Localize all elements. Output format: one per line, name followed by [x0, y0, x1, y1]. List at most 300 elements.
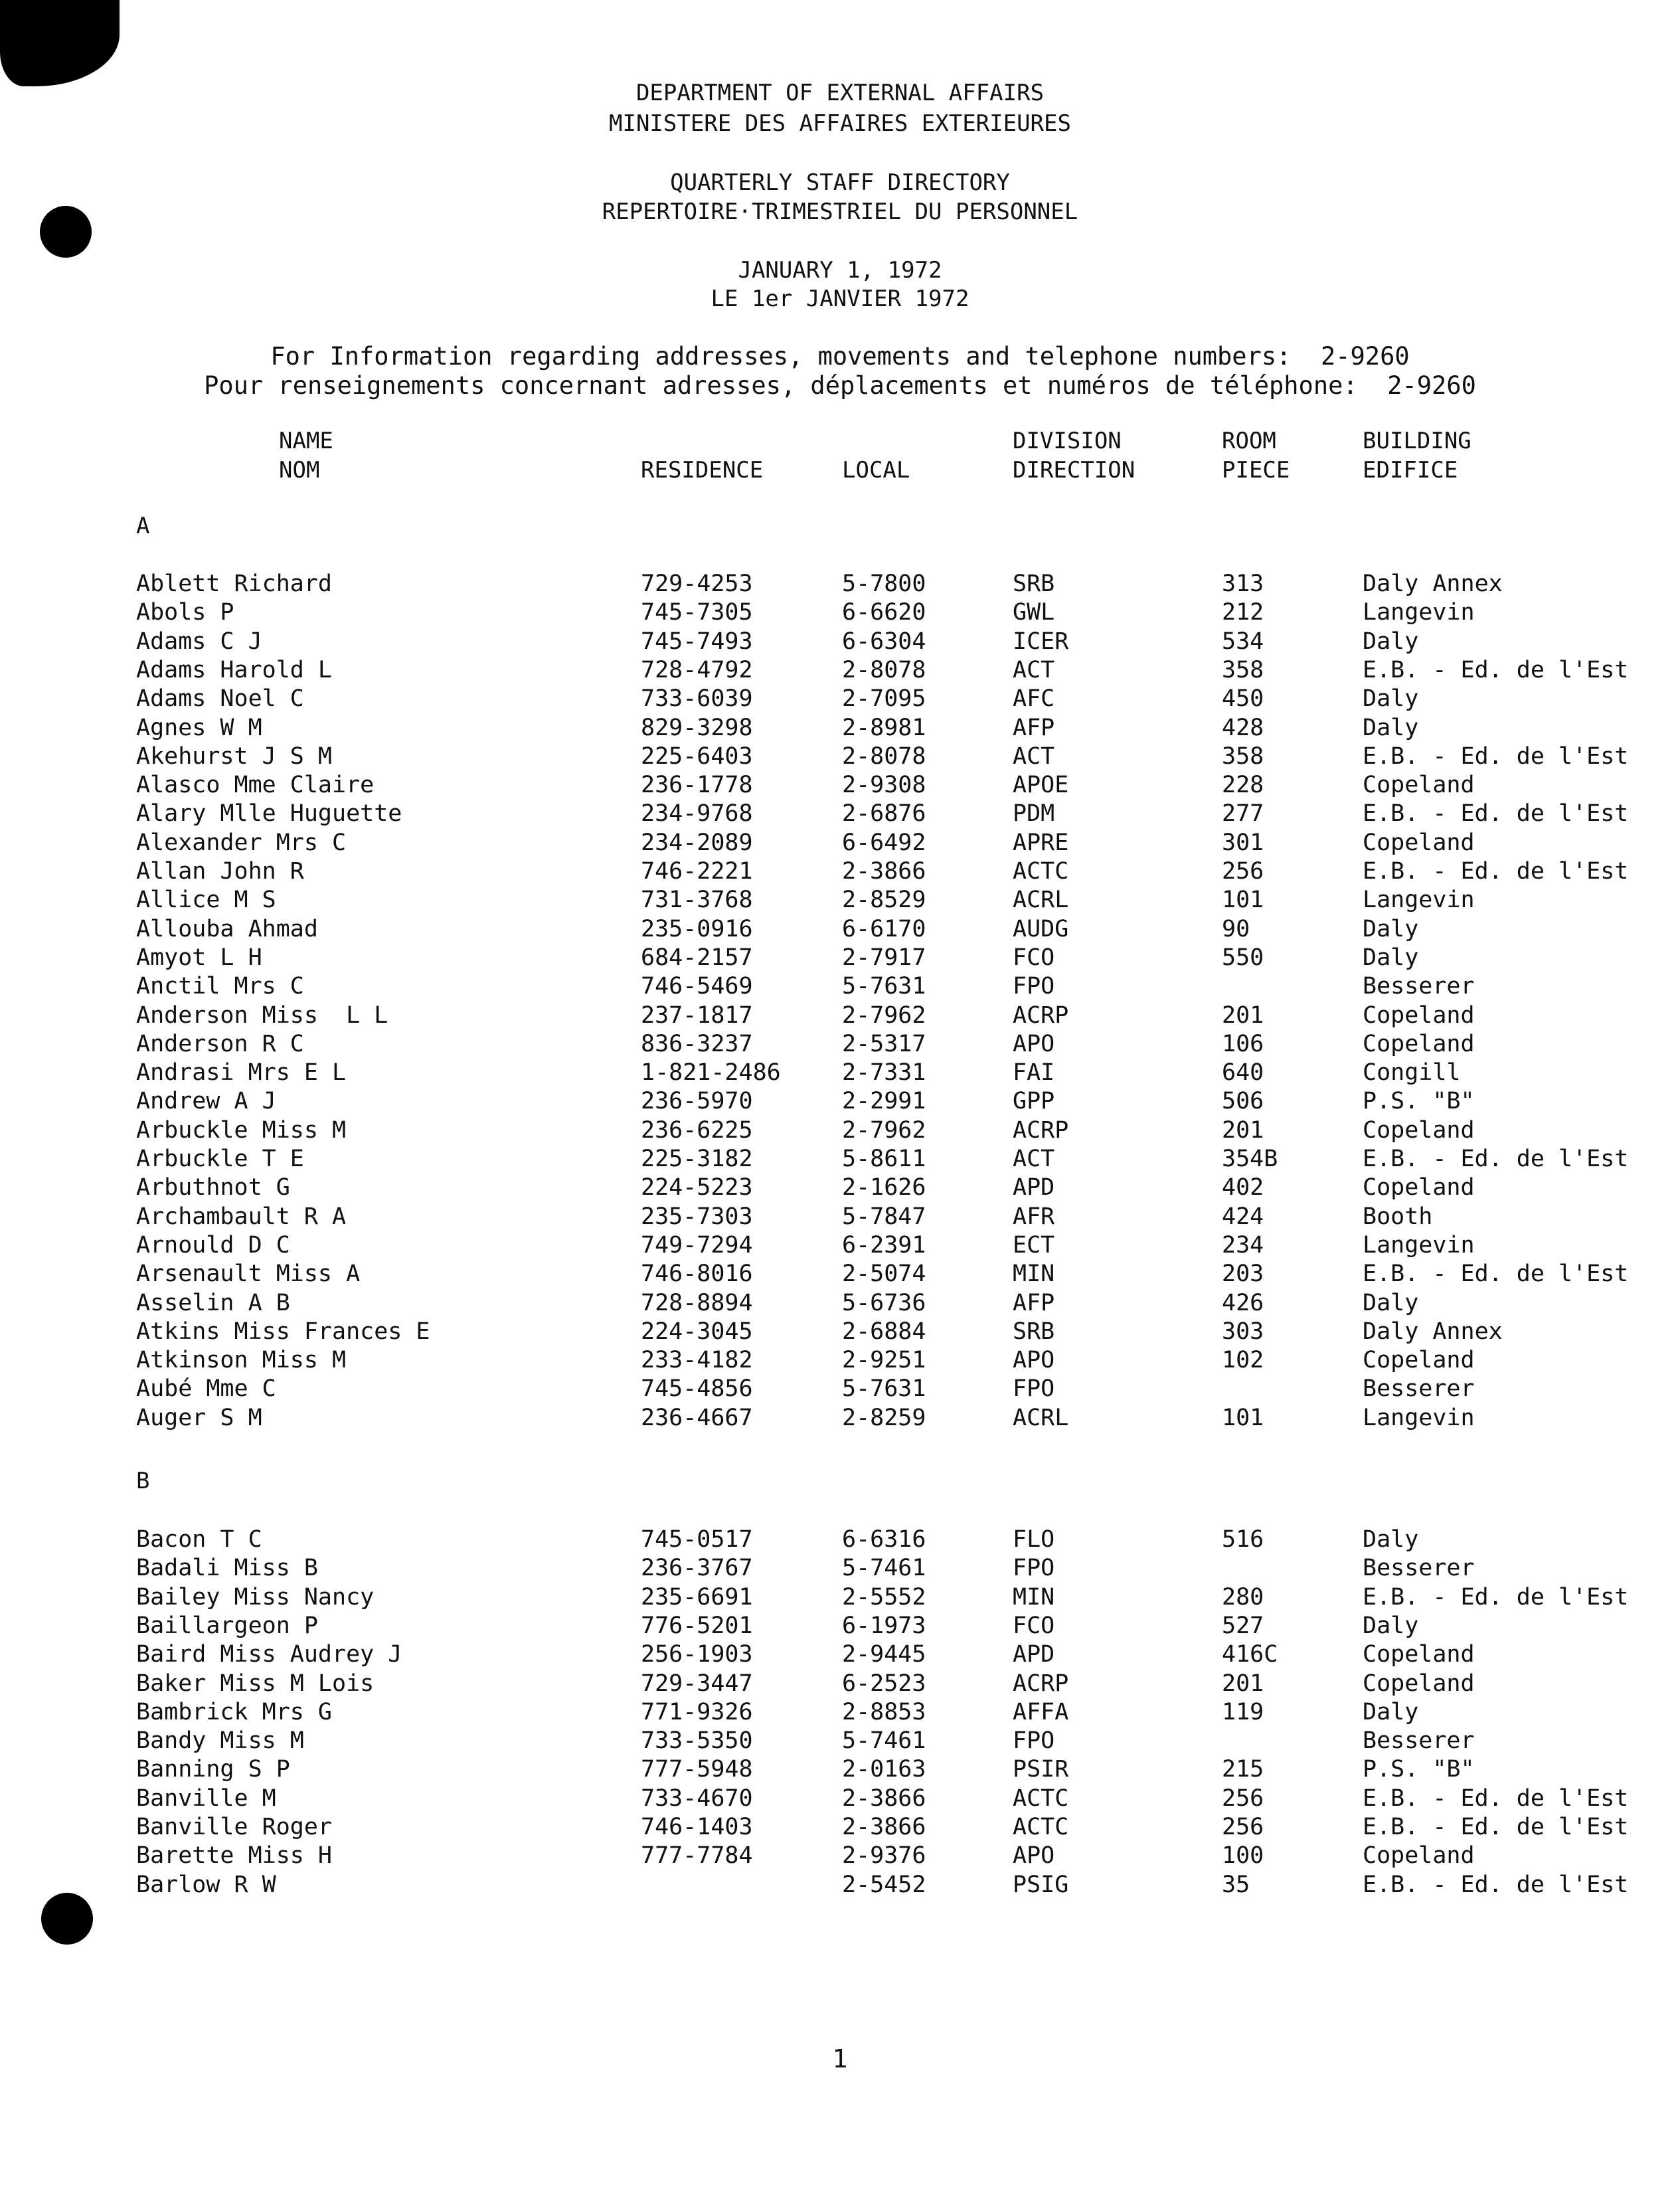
- residence-phone: 731-3768: [641, 887, 753, 914]
- residence-phone: 745-0517: [641, 1526, 753, 1553]
- ink-blot: [0, 0, 120, 86]
- residence-phone: 745-7305: [641, 599, 753, 626]
- building-name: Besserer: [1363, 973, 1475, 1000]
- staff-name: Abols P: [136, 599, 234, 626]
- directory-row: [0, 628, 1680, 656]
- room-number: 516: [1222, 1526, 1264, 1553]
- local-extension: 2-7962: [842, 1116, 926, 1144]
- staff-name: Bambrick Mrs G: [136, 1698, 333, 1725]
- staff-name: Agnes W M: [136, 714, 262, 741]
- directory-row: [0, 771, 1680, 800]
- directory-row: [0, 656, 1680, 685]
- directory-row: [0, 1203, 1680, 1231]
- building-name: P.S. "B": [1363, 1756, 1475, 1783]
- local-extension: 2-5552: [842, 1583, 926, 1611]
- local-extension: 2-8078: [842, 656, 926, 683]
- division-code: APD: [1013, 1641, 1055, 1668]
- division-code: ICER: [1013, 628, 1069, 655]
- division-code: PSIR: [1013, 1756, 1069, 1783]
- building-name: E.B. - Ed. de l'Est: [1363, 1146, 1629, 1172]
- staff-name: Andrew A J: [136, 1088, 276, 1115]
- local-extension: 2-9376: [842, 1842, 926, 1870]
- staff-name: Arbuckle Miss M: [136, 1116, 347, 1144]
- building-name: Besserer: [1363, 1375, 1475, 1403]
- staff-name: Barette Miss H: [136, 1842, 333, 1870]
- building-name: Daly: [1363, 685, 1419, 713]
- building-name: E.B. - Ed. de l'Est: [1363, 1814, 1629, 1840]
- room-number: 100: [1222, 1842, 1264, 1870]
- building-name: Daly Annex: [1363, 570, 1503, 597]
- room-number: 201: [1222, 1116, 1264, 1144]
- division-code: GPP: [1013, 1088, 1055, 1115]
- staff-name: Archambault R A: [136, 1203, 347, 1230]
- staff-name: Arnould D C: [136, 1231, 290, 1259]
- residence-phone: 729-3447: [641, 1670, 753, 1697]
- directory-row: [0, 1755, 1680, 1784]
- directory-row: [0, 972, 1680, 1001]
- staff-name: Alexander Mrs C: [136, 829, 347, 856]
- col-division-en: DIVISION: [1013, 428, 1122, 454]
- residence-phone: 733-6039: [641, 685, 753, 713]
- building-name: Copeland: [1363, 1641, 1475, 1668]
- room-number: 101: [1222, 887, 1264, 914]
- staff-name: Banville M: [136, 1785, 276, 1812]
- building-name: Copeland: [1363, 1116, 1475, 1144]
- division-code: FLO: [1013, 1526, 1055, 1553]
- division-code: ACTC: [1013, 1785, 1069, 1812]
- local-extension: 2-5317: [842, 1030, 926, 1057]
- division-code: APD: [1013, 1174, 1055, 1201]
- directory-row: [0, 1059, 1680, 1087]
- division-code: APO: [1013, 1347, 1055, 1374]
- division-code: AFP: [1013, 1289, 1055, 1316]
- building-name: Daly: [1363, 944, 1419, 971]
- division-code: AFFA: [1013, 1698, 1069, 1725]
- directory-row: [0, 1087, 1680, 1116]
- staff-name: Andrasi Mrs E L: [136, 1059, 347, 1087]
- building-name: Congill: [1363, 1059, 1461, 1087]
- staff-name: Amyot L H: [136, 944, 262, 971]
- room-number: 256: [1222, 1814, 1264, 1840]
- directory-row: [0, 857, 1680, 886]
- room-number: 313: [1222, 570, 1264, 597]
- directory-row: [0, 1871, 1680, 1899]
- directory-row: [0, 1174, 1680, 1202]
- directory-row: [0, 1612, 1680, 1640]
- col-division-fr: DIRECTION: [1013, 457, 1135, 483]
- residence-phone: 236-5970: [641, 1088, 753, 1115]
- staff-name: Adams Harold L: [136, 656, 333, 683]
- room-number: 301: [1222, 829, 1264, 856]
- staff-name: Aubé Mme C: [136, 1375, 276, 1403]
- directory-row: [0, 915, 1680, 944]
- residence-phone: 236-4667: [641, 1404, 753, 1431]
- room-number: 354B: [1222, 1146, 1278, 1172]
- directory-row: [0, 1554, 1680, 1583]
- local-extension: 5-7461: [842, 1555, 926, 1582]
- local-extension: 5-6736: [842, 1289, 926, 1316]
- building-name: E.B. - Ed. de l'Est: [1363, 656, 1629, 683]
- local-extension: 5-8611: [842, 1146, 926, 1172]
- col-residence-heading: [641, 456, 763, 485]
- department-title-fr: MINISTERE DES AFFAIRES EXTERIEURES: [609, 110, 1071, 137]
- division-code: FCO: [1013, 944, 1055, 971]
- staff-name: Akehurst J S M: [136, 743, 333, 770]
- room-number: 215: [1222, 1756, 1264, 1783]
- room-number: 212: [1222, 599, 1264, 626]
- staff-name: Adams Noel C: [136, 685, 304, 713]
- residence-phone: 235-7303: [641, 1203, 753, 1230]
- local-extension: 6-2523: [842, 1670, 926, 1697]
- local-extension: 5-7847: [842, 1203, 926, 1230]
- residence-phone: 733-4670: [641, 1785, 753, 1812]
- building-name: Copeland: [1363, 829, 1475, 856]
- room-number: 416C: [1222, 1641, 1278, 1668]
- division-code: SRB: [1013, 570, 1055, 597]
- local-extension: 5-7800: [842, 570, 926, 597]
- col-building-heading: [1363, 426, 1471, 485]
- room-number: 527: [1222, 1612, 1264, 1639]
- directory-row: [0, 1698, 1680, 1727]
- residence-phone: 256-1903: [641, 1641, 753, 1668]
- residence-phone: 745-4856: [641, 1375, 753, 1403]
- local-extension: 2-7917: [842, 944, 926, 971]
- building-name: Daly: [1363, 1289, 1419, 1316]
- building-name: Copeland: [1363, 1030, 1475, 1057]
- division-code: ACRP: [1013, 1002, 1069, 1029]
- room-number: 450: [1222, 685, 1264, 713]
- local-extension: 2-7331: [842, 1059, 926, 1087]
- staff-name: Arbuthnot G: [136, 1174, 290, 1201]
- building-name: E.B. - Ed. de l'Est: [1363, 1583, 1629, 1611]
- local-extension: 5-7631: [842, 1375, 926, 1403]
- room-number: 119: [1222, 1698, 1264, 1725]
- staff-name: Alasco Mme Claire: [136, 772, 375, 799]
- staff-name: Baird Miss Audrey J: [136, 1641, 402, 1668]
- local-extension: 2-6884: [842, 1318, 926, 1345]
- staff-name: Bacon T C: [136, 1526, 262, 1553]
- local-extension: 2-5452: [842, 1871, 926, 1898]
- staff-name: Alary Mlle Huguette: [136, 800, 402, 828]
- directory-row: [0, 1375, 1680, 1403]
- residence-phone: 224-3045: [641, 1318, 753, 1345]
- division-code: AUDG: [1013, 915, 1069, 942]
- directory-row: [0, 1231, 1680, 1260]
- local-extension: 2-6876: [842, 800, 926, 828]
- room-number: 358: [1222, 743, 1264, 770]
- directory-row: [0, 1346, 1680, 1375]
- local-extension: 2-8259: [842, 1404, 926, 1431]
- room-number: 203: [1222, 1261, 1264, 1288]
- directory-row: [0, 1526, 1680, 1554]
- residence-phone: 236-6225: [641, 1116, 753, 1144]
- residence-phone: 836-3237: [641, 1030, 753, 1057]
- local-extension: 2-8529: [842, 887, 926, 914]
- local-extension: 6-2391: [842, 1231, 926, 1259]
- staff-name: Atkins Miss Frances E: [136, 1318, 430, 1345]
- residence-phone: 777-7784: [641, 1842, 753, 1870]
- staff-name: Badali Miss B: [136, 1555, 318, 1582]
- residence-phone: 684-2157: [641, 944, 753, 971]
- room-number: 640: [1222, 1059, 1264, 1087]
- residence-phone: 746-5469: [641, 973, 753, 1000]
- col-room-en: ROOM: [1222, 428, 1276, 454]
- division-code: ACRL: [1013, 887, 1069, 914]
- residence-phone: 733-5350: [641, 1727, 753, 1755]
- staff-name: Barlow R W: [136, 1871, 276, 1898]
- staff-name: Allouba Ahmad: [136, 915, 318, 942]
- directory-row: [0, 1842, 1680, 1870]
- room-number: 424: [1222, 1203, 1264, 1230]
- division-code: APOE: [1013, 772, 1069, 799]
- room-number: 201: [1222, 1670, 1264, 1697]
- division-code: ACT: [1013, 1146, 1055, 1172]
- col-division-heading: [1013, 426, 1135, 485]
- staff-name: Asselin A B: [136, 1289, 290, 1316]
- local-extension: 6-6316: [842, 1526, 926, 1553]
- col-local-heading: [842, 456, 910, 485]
- directory-row: [0, 1030, 1680, 1059]
- division-code: APO: [1013, 1030, 1055, 1057]
- residence-phone: 776-5201: [641, 1612, 753, 1639]
- building-name: Booth: [1363, 1203, 1433, 1230]
- room-number: 426: [1222, 1289, 1264, 1316]
- local-extension: 2-3866: [842, 1814, 926, 1840]
- building-name: Copeland: [1363, 772, 1475, 799]
- local-extension: 2-9251: [842, 1347, 926, 1374]
- building-name: Daly Annex: [1363, 1318, 1503, 1345]
- col-name-heading: [279, 426, 333, 485]
- building-name: Langevin: [1363, 887, 1475, 914]
- directory-row: [0, 1002, 1680, 1030]
- building-name: E.B. - Ed. de l'Est: [1363, 1871, 1629, 1898]
- staff-name: Baker Miss M Lois: [136, 1670, 375, 1697]
- building-name: Copeland: [1363, 1842, 1475, 1870]
- room-number: 201: [1222, 1002, 1264, 1029]
- info-line-en: For Information regarding addresses, movements and telephone numbers: 2-9260: [270, 342, 1410, 371]
- local-extension: 2-7962: [842, 1002, 926, 1029]
- residence-phone: 225-3182: [641, 1146, 753, 1172]
- col-room-fr: PIECE: [1222, 457, 1290, 483]
- room-number: 534: [1222, 628, 1264, 655]
- col-local: LOCAL: [842, 457, 910, 483]
- directory-row: [0, 1785, 1680, 1813]
- residence-phone: 234-9768: [641, 800, 753, 828]
- residence-phone: 771-9326: [641, 1698, 753, 1725]
- local-extension: 6-6620: [842, 599, 926, 626]
- residence-phone: 1-821-2486: [641, 1059, 781, 1087]
- col-building-fr: EDIFICE: [1363, 457, 1458, 483]
- directory-row: [0, 1145, 1680, 1174]
- room-number: 277: [1222, 800, 1264, 828]
- section-letter-a: A: [136, 513, 150, 539]
- division-code: FAI: [1013, 1059, 1055, 1087]
- division-code: APO: [1013, 1842, 1055, 1870]
- local-extension: 2-3866: [842, 858, 926, 885]
- local-extension: 2-1626: [842, 1174, 926, 1201]
- division-code: ECT: [1013, 1231, 1055, 1259]
- directory-row: [0, 1813, 1680, 1842]
- local-extension: 2-2991: [842, 1088, 926, 1115]
- division-code: PDM: [1013, 800, 1055, 828]
- residence-phone: 728-8894: [641, 1289, 753, 1316]
- residence-phone: 777-5948: [641, 1756, 753, 1783]
- directory-row: [0, 598, 1680, 627]
- residence-phone: 728-4792: [641, 656, 753, 683]
- division-code: GWL: [1013, 599, 1055, 626]
- staff-name: Arbuckle T E: [136, 1146, 304, 1172]
- room-number: 90: [1222, 915, 1250, 942]
- directory-row: [0, 685, 1680, 713]
- room-number: 280: [1222, 1583, 1264, 1611]
- local-extension: 2-0163: [842, 1756, 926, 1783]
- directory-row: [0, 1260, 1680, 1288]
- staff-name: Auger S M: [136, 1404, 262, 1431]
- division-code: FPO: [1013, 973, 1055, 1000]
- directory-row: [0, 1289, 1680, 1318]
- room-number: 428: [1222, 714, 1264, 741]
- local-extension: 2-9308: [842, 772, 926, 799]
- local-extension: 2-9445: [842, 1641, 926, 1668]
- room-number: 228: [1222, 772, 1264, 799]
- residence-phone: 745-7493: [641, 628, 753, 655]
- division-code: MIN: [1013, 1583, 1055, 1611]
- department-title-en: DEPARTMENT OF EXTERNAL AFFAIRS: [635, 80, 1045, 106]
- local-extension: 6-6492: [842, 829, 926, 856]
- staff-name: Allice M S: [136, 887, 276, 914]
- staff-name: Banning S P: [136, 1756, 290, 1783]
- building-name: Daly: [1363, 1526, 1419, 1553]
- division-code: AFP: [1013, 714, 1055, 741]
- local-extension: 6-6304: [842, 628, 926, 655]
- residence-phone: 225-6403: [641, 743, 753, 770]
- division-code: FPO: [1013, 1375, 1055, 1403]
- directory-row: [0, 944, 1680, 972]
- division-code: ACT: [1013, 743, 1055, 770]
- building-name: Daly: [1363, 714, 1419, 741]
- staff-name: Baillargeon P: [136, 1612, 318, 1639]
- staff-name: Ablett Richard: [136, 570, 333, 597]
- division-code: ACTC: [1013, 858, 1069, 885]
- staff-name: Anctil Mrs C: [136, 973, 304, 1000]
- residence-phone: 749-7294: [641, 1231, 753, 1259]
- division-code: FPO: [1013, 1727, 1055, 1755]
- local-extension: 2-8853: [842, 1698, 926, 1725]
- directory-row: [0, 1583, 1680, 1612]
- building-name: P.S. "B": [1363, 1088, 1475, 1115]
- directory-row: [0, 1670, 1680, 1698]
- residence-phone: 746-2221: [641, 858, 753, 885]
- building-name: E.B. - Ed. de l'Est: [1363, 800, 1629, 828]
- building-name: Langevin: [1363, 599, 1475, 626]
- room-number: 256: [1222, 858, 1264, 885]
- staff-name: Anderson R C: [136, 1030, 304, 1057]
- directory-title-fr: REPERTOIRE·TRIMESTRIEL DU PERSONNEL: [602, 199, 1078, 225]
- residence-phone: 235-6691: [641, 1583, 753, 1611]
- page-number: 1: [832, 2044, 848, 2073]
- building-name: Langevin: [1363, 1231, 1475, 1259]
- directory-row: [0, 1640, 1680, 1669]
- division-code: PSIG: [1013, 1871, 1069, 1898]
- residence-phone: 829-3298: [641, 714, 753, 741]
- room-number: 550: [1222, 944, 1264, 971]
- local-extension: 6-1973: [842, 1612, 926, 1639]
- residence-phone: 236-3767: [641, 1555, 753, 1582]
- division-code: ACRP: [1013, 1670, 1069, 1697]
- residence-phone: 236-1778: [641, 772, 753, 799]
- directory-row: [0, 1404, 1680, 1433]
- col-room-heading: [1222, 426, 1290, 485]
- local-extension: 6-6170: [842, 915, 926, 942]
- directory-row: [0, 743, 1680, 771]
- date-en: JANUARY 1, 1972: [738, 257, 942, 284]
- col-residence: RESIDENCE: [641, 457, 764, 483]
- building-name: Langevin: [1363, 1404, 1475, 1431]
- division-code: SRB: [1013, 1318, 1055, 1345]
- staff-name: Adams C J: [136, 628, 262, 655]
- building-name: Daly: [1363, 915, 1419, 942]
- building-name: E.B. - Ed. de l'Est: [1363, 858, 1629, 885]
- residence-phone: 237-1817: [641, 1002, 753, 1029]
- date-fr: LE 1er JANVIER 1972: [711, 286, 969, 312]
- local-extension: 5-7461: [842, 1727, 926, 1755]
- residence-phone: 729-4253: [641, 570, 753, 597]
- residence-phone: 233-4182: [641, 1347, 753, 1374]
- room-number: 102: [1222, 1347, 1264, 1374]
- room-number: 358: [1222, 656, 1264, 683]
- col-name-en: NAME: [279, 428, 333, 454]
- residence-phone: 224-5223: [641, 1174, 753, 1201]
- building-name: E.B. - Ed. de l'Est: [1363, 743, 1629, 770]
- building-name: Copeland: [1363, 1670, 1475, 1697]
- staff-name: Bandy Miss M: [136, 1727, 304, 1755]
- local-extension: 2-5074: [842, 1261, 926, 1288]
- room-number: 402: [1222, 1174, 1264, 1201]
- building-name: Besserer: [1363, 1555, 1475, 1582]
- room-number: 234: [1222, 1231, 1264, 1259]
- local-extension: 2-8981: [842, 714, 926, 741]
- directory-row: [0, 829, 1680, 857]
- residence-phone: 746-1403: [641, 1814, 753, 1840]
- section-letter-b: B: [136, 1468, 150, 1494]
- staff-name: Arsenault Miss A: [136, 1261, 361, 1288]
- local-extension: 2-8078: [842, 743, 926, 770]
- division-code: ACRL: [1013, 1404, 1069, 1431]
- directory-row: [0, 714, 1680, 743]
- local-extension: 5-7631: [842, 973, 926, 1000]
- building-name: Daly: [1363, 628, 1419, 655]
- building-name: E.B. - Ed. de l'Est: [1363, 1261, 1629, 1288]
- staff-name: Banville Roger: [136, 1814, 333, 1840]
- staff-name: Atkinson Miss M: [136, 1347, 347, 1374]
- staff-name: Allan John R: [136, 858, 304, 885]
- division-code: MIN: [1013, 1261, 1055, 1288]
- building-name: Besserer: [1363, 1727, 1475, 1755]
- col-building-en: BUILDING: [1363, 428, 1471, 454]
- residence-phone: 234-2089: [641, 829, 753, 856]
- residence-phone: 235-0916: [641, 915, 753, 942]
- division-code: APRE: [1013, 829, 1069, 856]
- division-code: ACTC: [1013, 1814, 1069, 1840]
- col-name-fr: NOM: [279, 457, 320, 483]
- division-code: AFC: [1013, 685, 1055, 713]
- staff-name: Bailey Miss Nancy: [136, 1583, 375, 1611]
- directory-row: [0, 1116, 1680, 1145]
- division-code: AFR: [1013, 1203, 1055, 1230]
- division-code: FPO: [1013, 1555, 1055, 1582]
- building-name: Copeland: [1363, 1002, 1475, 1029]
- division-code: FCO: [1013, 1612, 1055, 1639]
